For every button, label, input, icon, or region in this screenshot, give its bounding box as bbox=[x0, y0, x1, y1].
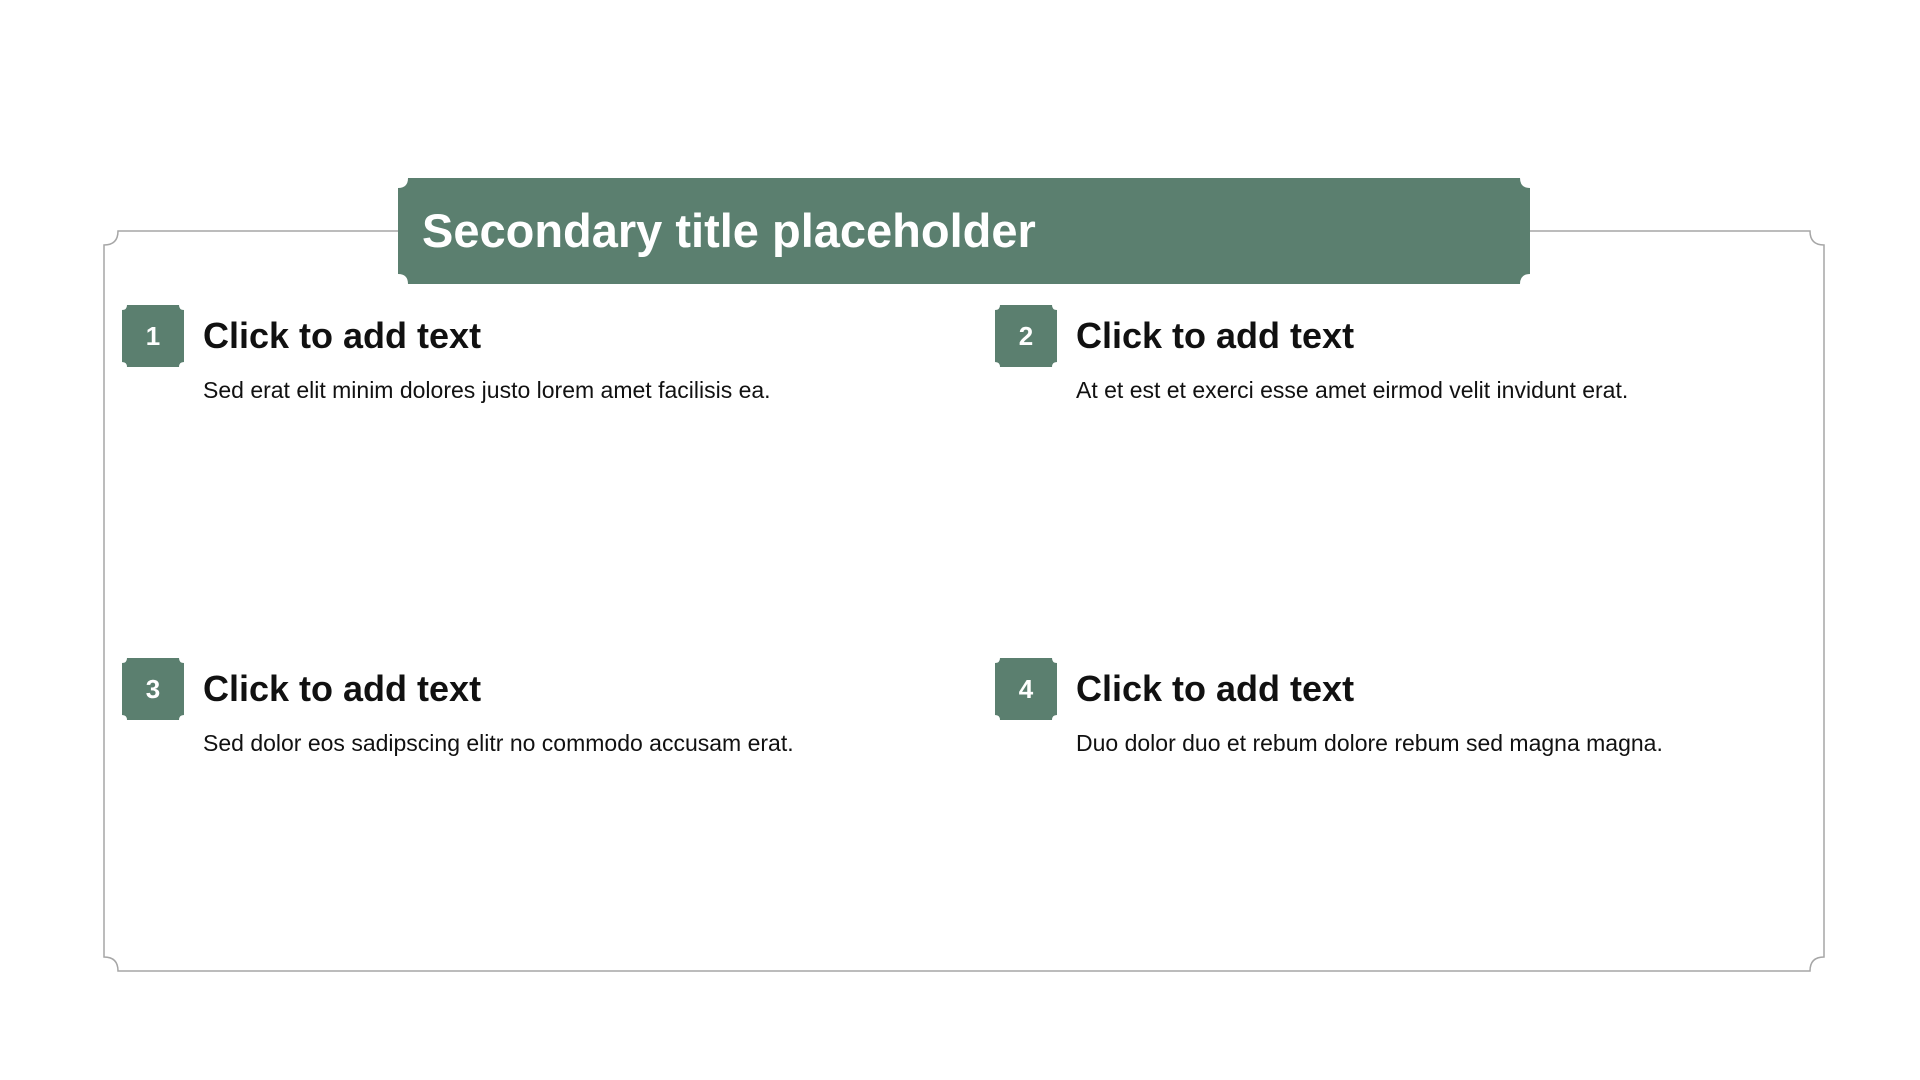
list-item-2 bbox=[995, 305, 1795, 425]
number-badge bbox=[995, 305, 1057, 367]
item-heading[interactable]: Click to add text bbox=[1076, 668, 1355, 709]
badge-number: 2 bbox=[1018, 321, 1034, 351]
badge-number: 4 bbox=[1018, 674, 1034, 704]
item-body[interactable]: Sed dolor eos sadipscing elitr no commodo accusam erat. bbox=[203, 730, 794, 756]
list-item-4 bbox=[995, 658, 1795, 778]
item-heading[interactable]: Click to add text bbox=[203, 668, 482, 709]
list-item-3 bbox=[122, 658, 922, 778]
title-banner bbox=[398, 178, 1530, 284]
number-badge bbox=[995, 658, 1057, 720]
item-body[interactable]: Duo dolor duo et rebum dolore rebum sed magna magna. bbox=[1076, 730, 1663, 756]
item-body[interactable]: At et est et exerci esse amet eirmod velit invidunt erat. bbox=[1076, 377, 1629, 403]
number-badge bbox=[122, 305, 184, 367]
badge-number: 1 bbox=[145, 321, 161, 351]
list-item-1 bbox=[122, 305, 922, 425]
number-badge bbox=[122, 658, 184, 720]
slide-title[interactable]: Secondary title placeholder bbox=[422, 204, 1036, 257]
item-heading[interactable]: Click to add text bbox=[1076, 315, 1355, 356]
badge-number: 3 bbox=[145, 674, 161, 704]
item-body[interactable]: Sed erat elit minim dolores justo lorem amet facilisis ea. bbox=[203, 377, 771, 403]
item-heading[interactable]: Click to add text bbox=[203, 315, 482, 356]
